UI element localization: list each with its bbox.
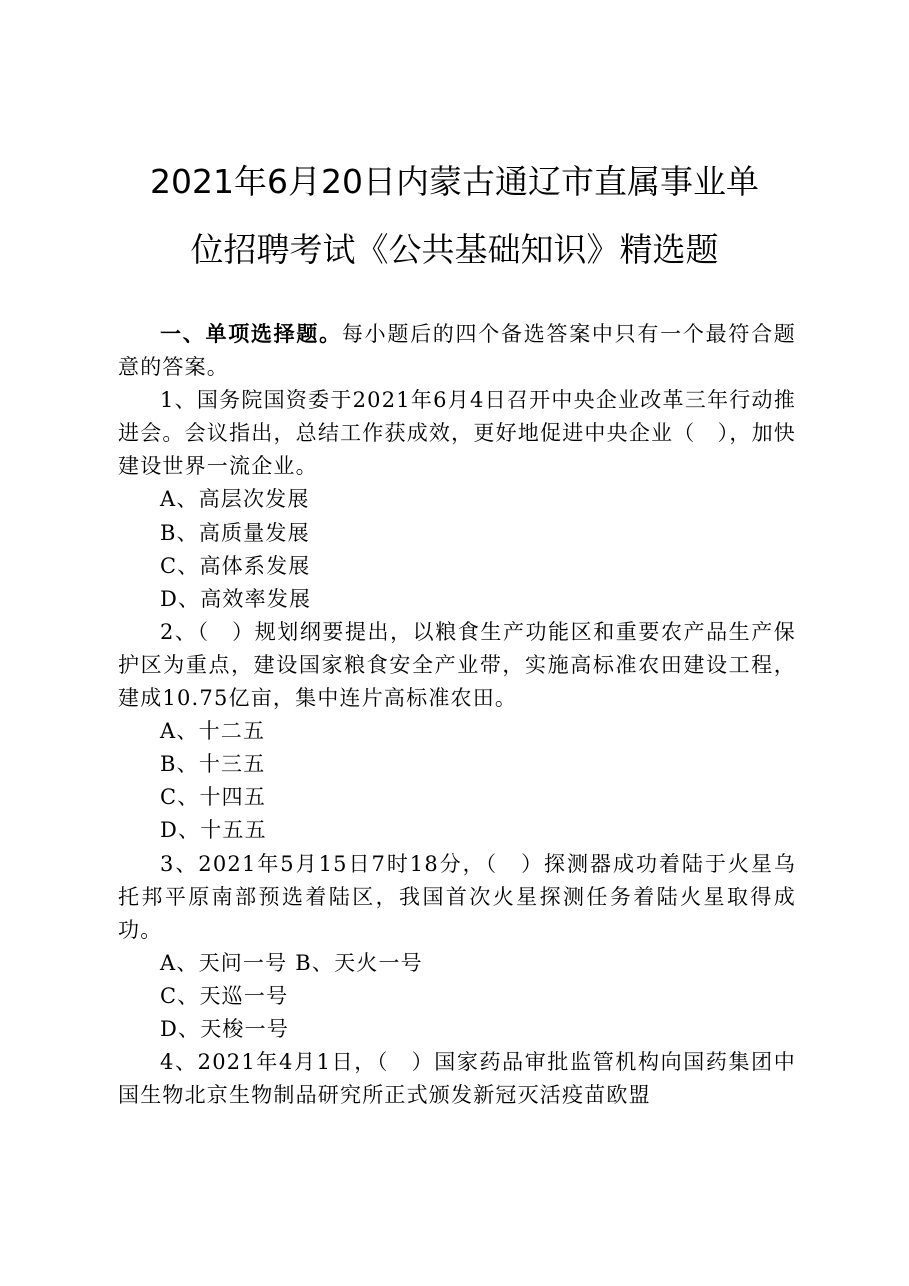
document-title-line-1: 2021年6月20日内蒙古通辽市直属事业单 — [150, 162, 759, 201]
question-3 — [118, 848, 796, 1047]
option-a-b: A、天问一号 B、天火一号 — [160, 950, 423, 975]
question-1 — [118, 384, 796, 616]
option-b: B、十三五 — [160, 752, 266, 777]
question-text: 1、国务院国资委于2021年6月4日召开中央企业改革三年行动推进会。会议指出，总结工作获成效，更好地促进中央企业（ ），加快建设世界一流企业。 — [118, 388, 796, 479]
option-d: D、十五五 — [160, 818, 267, 843]
option-c: C、天巡一号 — [160, 983, 289, 1008]
section-instruction: 每小题后的四个备选答案中只有一个最符合题意的答案。 — [118, 322, 796, 380]
option-a: A、十二五 — [160, 719, 266, 744]
document-body — [118, 318, 796, 1112]
section-intro — [118, 318, 796, 384]
question-text: 4、2021年4月1日，（ ）国家药品审批监管机构向国药集团中国生物北京生物制品研究所正式颁发新冠灭活疫苗欧盟 — [118, 1050, 796, 1108]
question-text: 3、2021年5月15日7时18分，（ ）探测器成功着陆于火星乌托邦平原南部预选着陆区，我国首次火星探测任务着陆火星取得成功。 — [118, 851, 796, 942]
question-4 — [118, 1046, 796, 1112]
option-c: C、十四五 — [160, 785, 267, 810]
document-title-line-2: 位招聘考试《公共基础知识》精选题 — [190, 230, 719, 269]
option-c: C、高体系发展 — [160, 553, 311, 578]
option-d: D、天梭一号 — [160, 1016, 290, 1041]
option-a: A、高层次发展 — [160, 487, 310, 512]
question-text: 2、（ ）规划纲要提出，以粮食生产功能区和重要农产品生产保护区为重点，建设国家粮食安全产业带，实施高标准农田建设工程，建成10.75亿亩，集中连片高标准农田。 — [118, 619, 796, 711]
option-d: D、高效率发展 — [160, 586, 312, 611]
section-heading: 一、单项选择题。 — [160, 322, 342, 346]
question-2 — [118, 616, 796, 848]
option-b: B、高质量发展 — [160, 520, 310, 545]
